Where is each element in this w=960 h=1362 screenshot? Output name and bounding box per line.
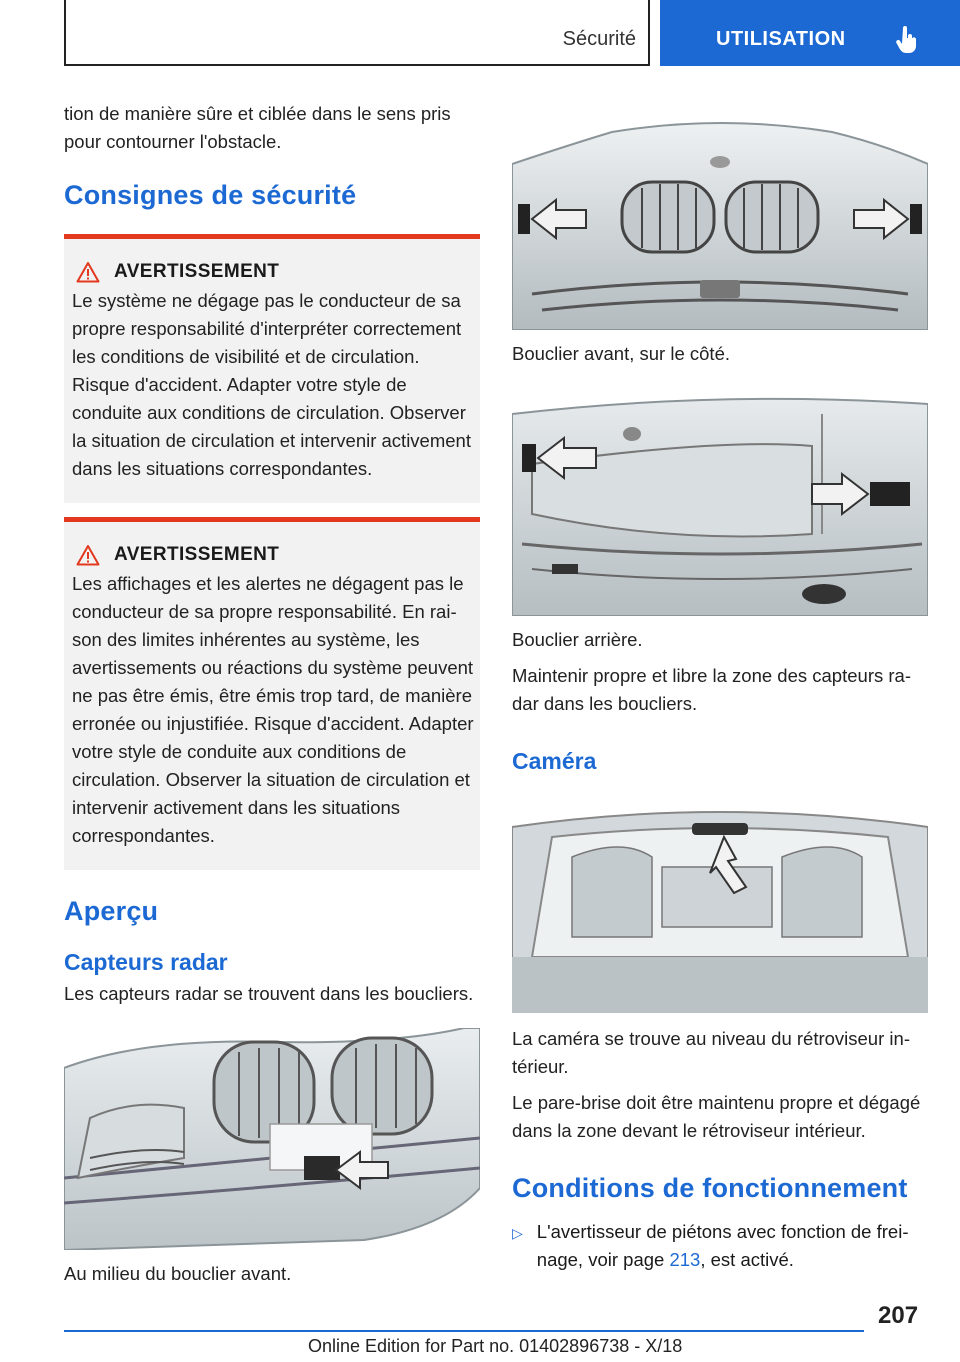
front-bumper-center-image bbox=[64, 1028, 480, 1250]
warning-triangle-icon bbox=[76, 544, 100, 566]
footer-divider bbox=[64, 1330, 864, 1332]
triangle-bullet-icon: ▷ bbox=[512, 1225, 523, 1241]
bullet-text: L'avertisseur de piétons avec fonction de freinage, voir page 213, est activé. bbox=[536, 1221, 909, 1270]
left-column bbox=[64, 100, 480, 1288]
radar-text: Les capteurs radar se trouvent dans les boucliers. bbox=[64, 983, 474, 1004]
warning-triangle-icon bbox=[76, 261, 100, 283]
warning-box-2 bbox=[64, 517, 480, 870]
page-link-213[interactable]: 213 bbox=[669, 1249, 701, 1270]
image3-caption: Bouclier arrière. bbox=[512, 629, 643, 650]
rear-bumper-image bbox=[512, 394, 928, 616]
warning-title-2: AVERTISSEMENT bbox=[114, 544, 280, 565]
chapter-tab-label: UTILISATION bbox=[716, 28, 846, 50]
image1-caption: Au milieu du bouclier avant. bbox=[64, 1263, 292, 1284]
camera-interior-image bbox=[512, 797, 928, 1013]
overview-heading: Aperçu bbox=[64, 896, 159, 926]
section-title: Sécurité bbox=[562, 28, 636, 50]
warning-text-2: Les affichages et les alertes ne dégagent pas le conducteur de sa propre responsabilité. En raison des limites inhérentes au système, les avertissements ou réactions du système peuvent ne pas être émis, être émis trop tard, de manière erronée ou injustifiée. Risque d'accident. Adapter votre style de conduite aux conditions de circulation. Observer la situation de circulation et intervenir activement dans les situations correspondantes. bbox=[72, 573, 474, 846]
hand-pointer-icon bbox=[896, 26, 918, 54]
camera-heading: Caméra bbox=[512, 748, 597, 774]
radar-heading: Capteurs radar bbox=[64, 949, 228, 975]
list-item bbox=[512, 1218, 928, 1274]
page-number: 207 bbox=[878, 1302, 919, 1329]
chapter-tab[interactable] bbox=[660, 0, 960, 66]
radar-clean-text: Maintenir propre et libre la zone des capteurs radar dans les boucliers. bbox=[512, 665, 911, 714]
right-column bbox=[512, 100, 928, 1274]
footer-edition: Online Edition for Part no. 01402896738 - X/18 bbox=[308, 1336, 683, 1356]
header-box bbox=[64, 0, 650, 66]
intro-text: tion de manière sûre et ciblée dans le sens pris pour contourner l'obstacle. bbox=[64, 103, 451, 152]
conditions-heading: Conditions de fonctionnement bbox=[512, 1173, 908, 1203]
image2-caption: Bouclier avant, sur le côté. bbox=[512, 343, 730, 364]
warning-text-1: Le système ne dégage pas le conducteur de sa propre responsabilité d'interpréter correctement les conditions de visibilité et de circulation. Risque d'accident. Adapter votre style de conduite aux conditions de circulation. Observer la situation de circulation et intervenir activement dans les situations correspondantes. bbox=[72, 290, 471, 479]
camera-text-2: Le pare-brise doit être maintenu propre et dégagé dans la zone devant le rétroviseur intérieur. bbox=[512, 1092, 921, 1141]
camera-text-1: La caméra se trouve au niveau du rétroviseur intérieur. bbox=[512, 1028, 910, 1077]
warning-title-1: AVERTISSEMENT bbox=[114, 261, 280, 282]
front-bumper-side-image bbox=[512, 104, 928, 330]
warning-box-1 bbox=[64, 234, 480, 503]
safety-heading: Consignes de sécurité bbox=[64, 180, 357, 210]
